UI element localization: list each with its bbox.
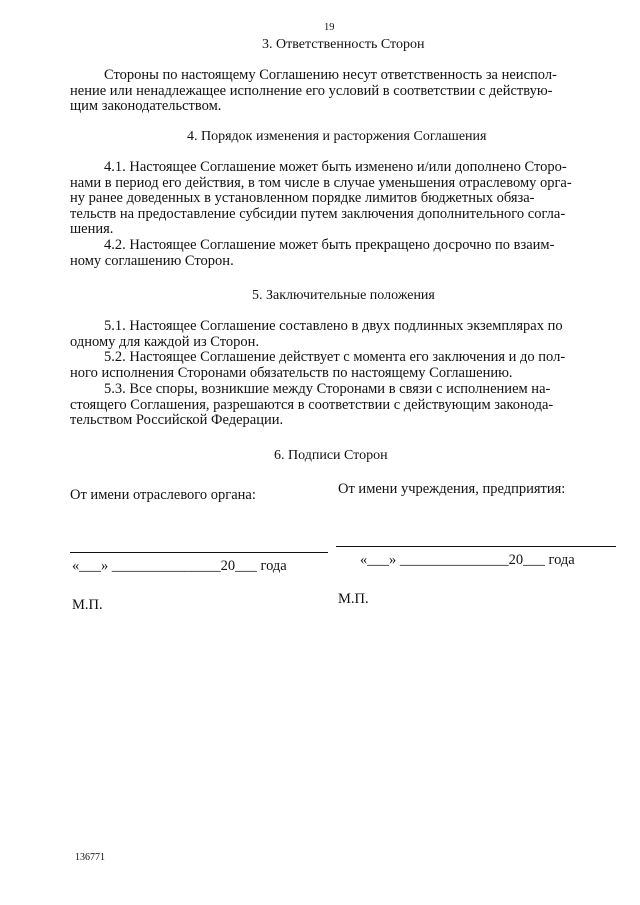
section-6-heading: 6. Подписи Сторон [274, 448, 388, 463]
right-date-field: «___» _______________20___ года [360, 552, 575, 568]
text-line: тельством Российской Федерации. [70, 412, 284, 428]
section-3-paragraph [70, 68, 590, 115]
text-line: стоящего Соглашения, разрешаются в соответствии с действующим законода- [70, 396, 554, 413]
page-number: 19 [324, 22, 335, 33]
clause-4-2 [70, 238, 590, 269]
left-signature-line [70, 552, 328, 553]
text-line: 5.3. Все споры, возникшие между Сторонами в связи с исполнением на- [104, 381, 551, 397]
text-line: шения. [70, 221, 114, 237]
text-line: одному для каждой из Сторон. [70, 333, 260, 350]
section-3-heading: 3. Ответственность Сторон [262, 37, 425, 52]
text-line: щим законодательством. [70, 98, 222, 114]
text-line: ному соглашению Сторон. [70, 252, 234, 269]
text-line: ну ранее доведенных в установленном порядке лимитов бюджетных обяза- [70, 190, 535, 206]
clause-4-1 [70, 160, 590, 238]
text-line: 4.1. Настоящее Соглашение может быть изменено и/или дополнено Сторо- [104, 159, 567, 175]
text-line: 5.1. Настоящее Соглашение составлено в двух подлинных экземплярах по [104, 318, 563, 334]
text-line: нение или ненадлежащее исполнение его условий в соответствии с действую- [70, 82, 553, 99]
left-party-label: От имени отраслевого органа: [70, 487, 256, 503]
clause-5-3 [70, 382, 590, 429]
text-line: 4.2. Настоящее Соглашение может быть прекращено досрочно по взаим- [104, 237, 555, 253]
right-signature-line [336, 546, 616, 547]
right-stamp-label: М.П. [338, 591, 369, 607]
text-line: ного исполнения Сторонами обязательств по настоящему Соглашению. [70, 364, 513, 381]
text-line: 5.2. Настоящее Соглашение действует с момента его заключения и до пол- [104, 349, 566, 365]
text-line: нами в период его действия, в том числе в случае уменьшения отраслевому орга- [70, 174, 572, 191]
clause-5-1 [70, 319, 590, 350]
left-stamp-label: М.П. [72, 597, 103, 613]
clause-5-2 [70, 350, 590, 381]
document-id: 136771 [75, 852, 105, 863]
right-party-label: От имени учреждения, предприятия: [338, 481, 566, 497]
text-line: Стороны по настоящему Соглашению несут ответственность за неиспол- [104, 67, 557, 83]
left-date-field: «___» _______________20___ года [72, 558, 287, 574]
section-4-heading: 4. Порядок изменения и расторжения Соглашения [187, 129, 487, 144]
section-5-heading: 5. Заключительные положения [252, 288, 435, 303]
text-line: тельств на предоставление субсидии путем заключения дополнительного согла- [70, 205, 566, 222]
